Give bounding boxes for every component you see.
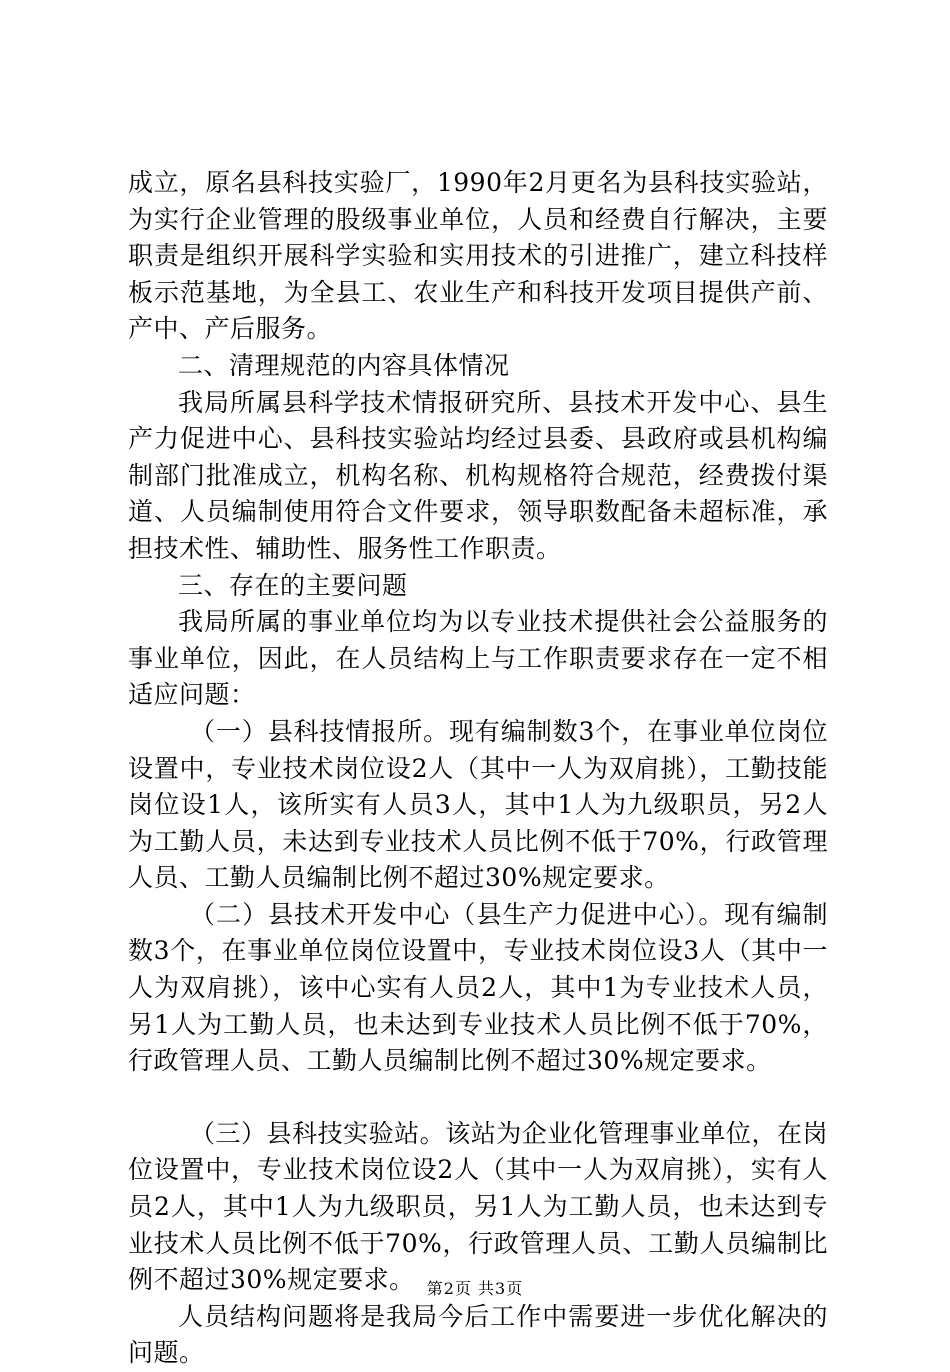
paragraph-continuation: 成立，原名县科技实验厂，1990年2月更名为县科技实验站，为实行企业管理的股级事业单位，人员和经费自行解决，主要职责是组织开展科学实验和实用技术的引进推广，建立科技样板示范基地，为全县工、农业生产和科技开发项目提供产前、产中、产后服务。: [128, 168, 828, 344]
paragraph-item-2: （二）县技术开发中心（县生产力促进中心）。现有编制数3个，在事业单位岗位设置中，专业技术岗位设3人（其中一人为双肩挑），该中心实有人员2人，其中1为专业技术人员，另1人为工勤人员，也未达到专业技术人员比例不低于70%，行政管理人员、工勤人员编制比例不超过30%规定要求。: [128, 899, 828, 1076]
page-number-footer: 第2页 共3页: [426, 1279, 524, 1298]
paragraph-cleanup-details: 我局所属县科学技术情报研究所、县技术开发中心、县生产力促进中心、县科技实验站均经过县委、县政府或县机构编制部门批准成立，机构名称、机构规格符合规范，经费拨付渠道、人员编制使用符合文件要求，领导职数配备未超标准，承担技术性、辅助性、服务性工作职责。: [128, 387, 828, 563]
paragraph-conclusion: 人员结构问题将是我局今后工作中需要进一步优化解决的问题。: [128, 1301, 828, 1368]
paragraph-problems-intro: 我局所属的事业单位均为以专业技术提供社会公益服务的事业单位，因此，在人员结构上与工作职责要求存在一定不相适应问题：: [128, 607, 828, 710]
paragraph-item-3: （三）县科技实验站。该站为企业化管理事业单位，在岗位设置中，专业技术岗位设2人（其中一人为双肩挑），实有人员2人，其中1人为九级职员，另1人为工勤人员，也未达到专业技术人员比例不低于70%，行政管理人员、工勤人员编制比例不超过30%规定要求。: [128, 1118, 828, 1295]
section-heading-3: 三、存在的主要问题: [178, 570, 408, 600]
paragraph-item-1: （一）县科技情报所。现有编制数3个，在事业单位岗位设置中，专业技术岗位设2人（其中一人为双肩挑），工勤技能岗位设1人，该所实有人员3人，其中1人为九级职员，另2人为工勤人员，未达到专业技术人员比例不低于70%，行政管理人员、工勤人员编制比例不超过30%规定要求。: [128, 716, 828, 893]
section-heading-2: 二、清理规范的内容具体情况: [178, 350, 510, 380]
document-body: [128, 165, 828, 1372]
